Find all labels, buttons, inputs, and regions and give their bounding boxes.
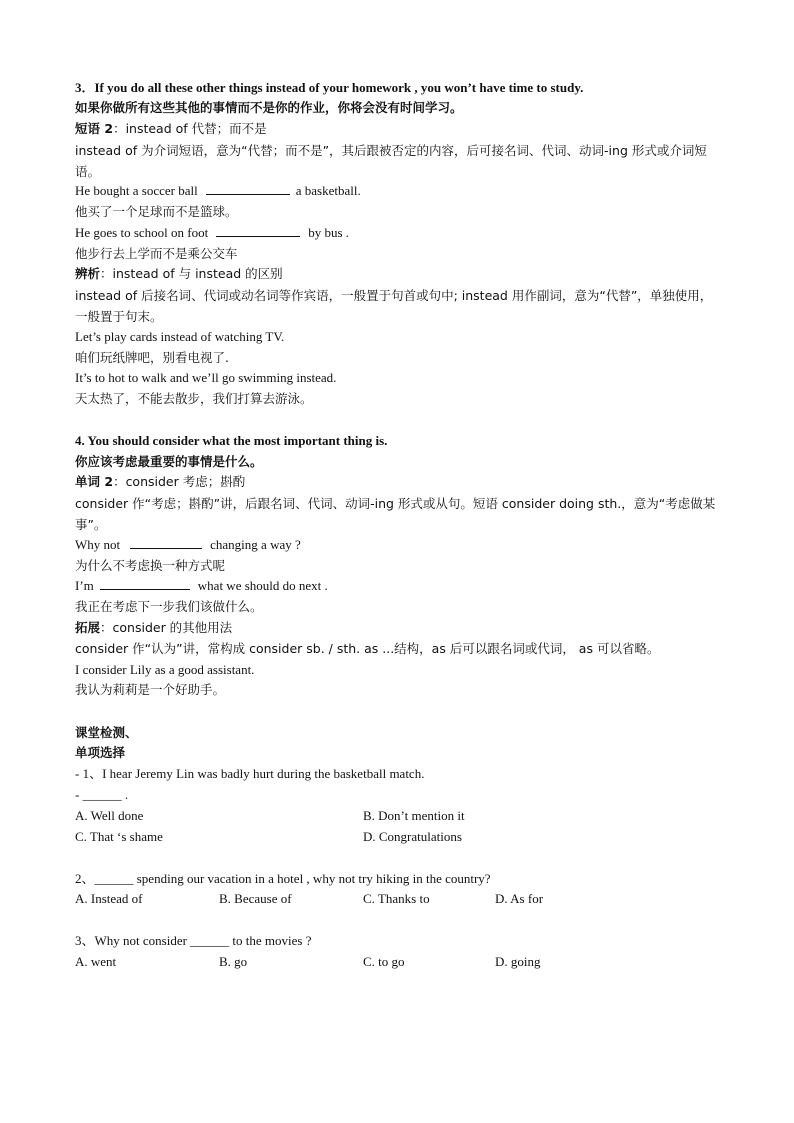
q3-option-d[interactable]: D. going: [495, 954, 541, 969]
quiz-title: 课堂检测、: [75, 725, 138, 740]
section4-example-2-cn: 我正在考虑下一步我们该做什么。: [75, 599, 263, 614]
section4-example-1: [75, 536, 301, 553]
section3-example-4: It’s to hot to walk and we’ll go swimming instead.: [75, 370, 337, 385]
q3-option-b[interactable]: B. go: [219, 954, 248, 969]
section4-word: [75, 473, 245, 490]
example-1-end: changing a way ?: [210, 537, 301, 552]
section4-example-2: [75, 577, 328, 594]
q1-option-c[interactable]: C. That ‘s shame: [75, 829, 163, 844]
q3-option-c[interactable]: C. to go: [363, 954, 405, 969]
fill-blank[interactable]: [206, 182, 290, 195]
q2-option-b[interactable]: B. Because of: [219, 891, 292, 906]
section4-explain: consider 作“考虑；斟酌”讲，后跟名词、代词、动词-ing 形式或从句。短语 consider doing sth.，意为“考虑做某事”。: [75, 496, 716, 532]
section4-example-3-cn: 我认为莉莉是一个好助手。: [75, 682, 226, 697]
section3-example-2: [75, 224, 349, 241]
example-2-start: I’m: [75, 578, 94, 593]
question-3: 3、Why not consider ______ to the movies ?: [75, 933, 312, 948]
fill-blank[interactable]: [216, 224, 300, 237]
section4-extension: [75, 619, 232, 636]
q2-option-a[interactable]: A. Instead of: [75, 891, 143, 906]
section3-example-3-cn: 咱们玩纸牌吧，别看电视了.: [75, 350, 229, 365]
question-2: 2、______ spending our vacation in a hotel , why not try hiking in the country?: [75, 871, 491, 886]
example-1-start: Why not: [75, 537, 121, 552]
section3-example-2-cn: 他步行去上学而不是乘公交车: [75, 246, 238, 261]
section3-diff: [75, 265, 283, 282]
extension-label: 拓展: [75, 620, 101, 635]
question-1-reply: - ______ .: [75, 787, 129, 802]
section3-heading: 3．If you do all these other things instead of your homework , you won’t have time to study.: [75, 80, 584, 95]
section3-explain: instead of 为介词短语，意为“代替；而不是”，其后跟被否定的内容，后可接名词、代词、动词-ing 形式或介词短语。: [75, 143, 707, 179]
q3-option-a[interactable]: A. went: [75, 954, 117, 969]
section3-example-4-cn: 天太热了，不能去散步，我们打算去游泳。: [75, 391, 313, 406]
diff-label: 辨析: [75, 266, 101, 281]
word-label: 单词 2: [75, 474, 114, 489]
quiz-subtitle: 单项选择: [75, 745, 126, 760]
section4-example-1-cn: 为什么不考虑换一种方式呢: [75, 558, 226, 573]
example-2-end: what we should do next .: [197, 578, 328, 593]
extension-text: ：consider 的其他用法: [100, 620, 233, 635]
section3-example-1-cn: 他买了一个足球而不是篮球。: [75, 204, 238, 219]
q1-option-b[interactable]: B. Don’t mention it: [363, 808, 465, 823]
section4-heading: 4. You should consider what the most important thing is.: [75, 433, 388, 448]
section3-example-1: [75, 182, 361, 199]
phrase-text: ：instead of 代替；而不是: [113, 121, 267, 136]
question-1: - 1、I hear Jeremy Lin was badly hurt during the basketball match.: [75, 766, 425, 781]
section4-heading-cn: 你应该考虑最重要的事情是什么。: [75, 454, 263, 469]
fill-blank[interactable]: [130, 536, 202, 549]
example-1-start: He bought a soccer ball: [75, 183, 198, 198]
section3-example-3: Let’s play cards instead of watching TV.: [75, 329, 285, 344]
section3-phrase: [75, 120, 267, 137]
q1-option-a[interactable]: A. Well done: [75, 808, 144, 823]
example-1-end: a basketball.: [295, 183, 361, 198]
example-2-start: He goes to school on foot: [75, 225, 209, 240]
q1-option-d[interactable]: D. Congratulations: [363, 829, 462, 844]
q2-option-c[interactable]: C. Thanks to: [363, 891, 430, 906]
section3-heading-cn: 如果你做所有这些其他的事情而不是你的作业，你将会没有时间学习。: [75, 100, 463, 115]
section4-ext-explain: consider 作“认为”讲，常构成 consider sb. / sth. as ...结构，as 后可以跟名词或代词， as 可以省略。: [75, 641, 660, 656]
section4-example-3: I consider Lily as a good assistant.: [75, 662, 255, 677]
q2-option-d[interactable]: D. As for: [495, 891, 544, 906]
section3-diff-explain: instead of 后接名词、代词或动名词等作宾语，一般置于句首或句中; instead 用作副词，意为“代替”，单独使用，一般置于句末。: [75, 288, 713, 324]
word-text: ：consider 考虑；斟酌: [113, 474, 246, 489]
fill-blank[interactable]: [100, 577, 190, 590]
example-2-end: by bus .: [308, 225, 350, 240]
phrase-label: 短语 2: [75, 121, 114, 136]
diff-text: ：instead of 与 instead 的区别: [100, 266, 283, 281]
